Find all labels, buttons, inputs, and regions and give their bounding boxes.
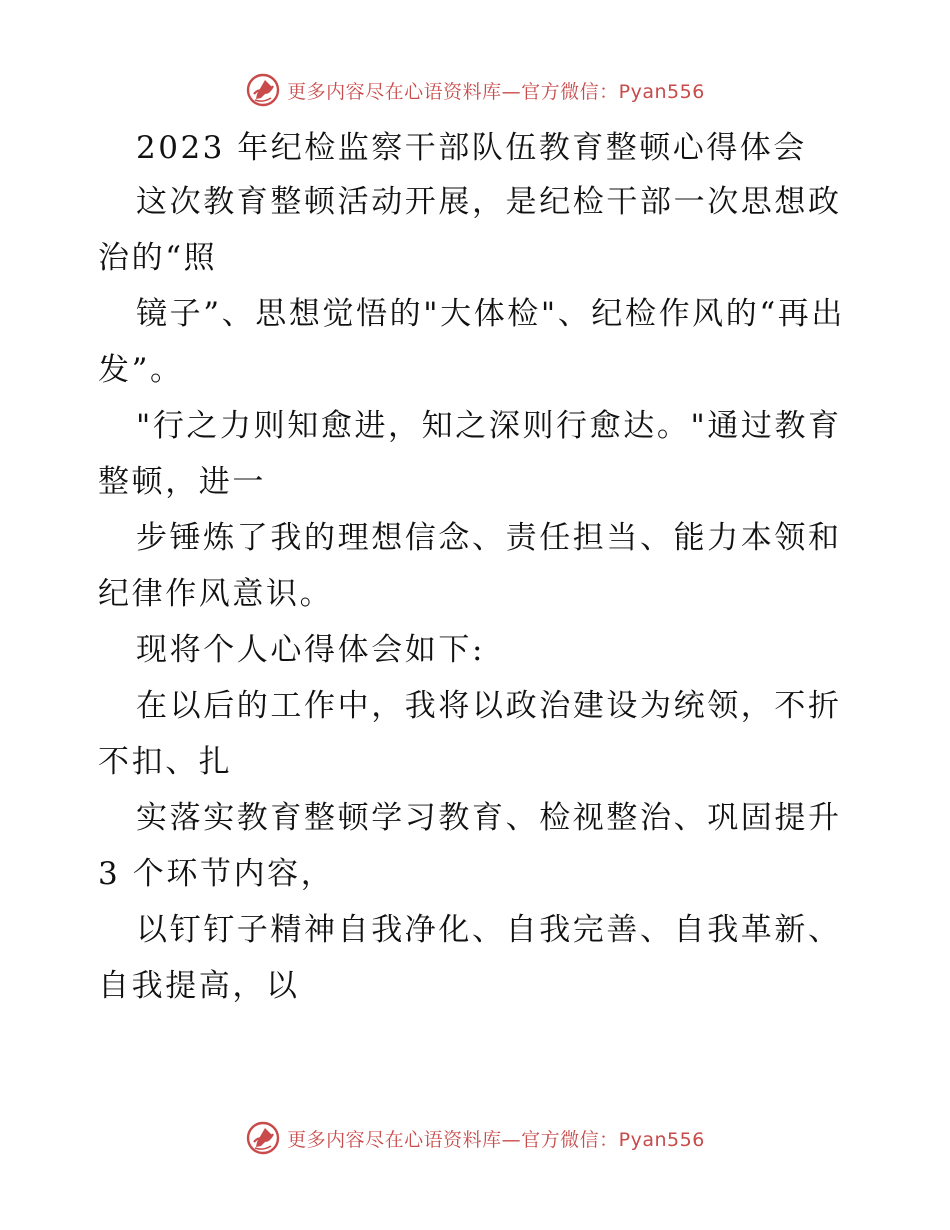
paragraph-5: 现将个人心得体会如下: <box>136 632 486 668</box>
paragraph-7: 实落实教育整顿学习教育、检视整治、巩固提升 3 个环节内容， <box>98 800 842 892</box>
document-body <box>98 122 854 1014</box>
paragraph-8: 以钉钉子精神自我净化、自我完善、自我革新、自我提高，以 <box>98 912 842 1004</box>
header-watermark <box>0 70 950 110</box>
book-pen-logo-icon <box>245 1120 281 1156</box>
paragraph-6: 在以后的工作中，我将以政治建设为统领，不折不扣、扎 <box>98 688 842 780</box>
document-title: 2023 年纪检监察干部队伍教育整顿心得体会 <box>136 130 807 166</box>
paragraph-4: 步锤炼了我的理想信念、责任担当、能力本领和纪律作风意识。 <box>98 520 842 612</box>
book-pen-logo-icon <box>245 72 281 108</box>
paragraph-2: 镜子”、思想觉悟的"大体检"、纪检作风的“再出发”。 <box>98 296 846 388</box>
paragraph-1: 这次教育整顿活动开展，是纪检干部一次思想政治的“照 <box>98 184 842 276</box>
footer-watermark <box>0 1118 950 1158</box>
watermark-text: 更多内容尽在心语资料库—官方微信：Pyan556 <box>287 1128 705 1151</box>
watermark-text: 更多内容尽在心语资料库—官方微信：Pyan556 <box>287 80 705 103</box>
paragraph-3: "行之力则知愈进，知之深则行愈达。"通过教育整顿，进一 <box>98 408 842 500</box>
